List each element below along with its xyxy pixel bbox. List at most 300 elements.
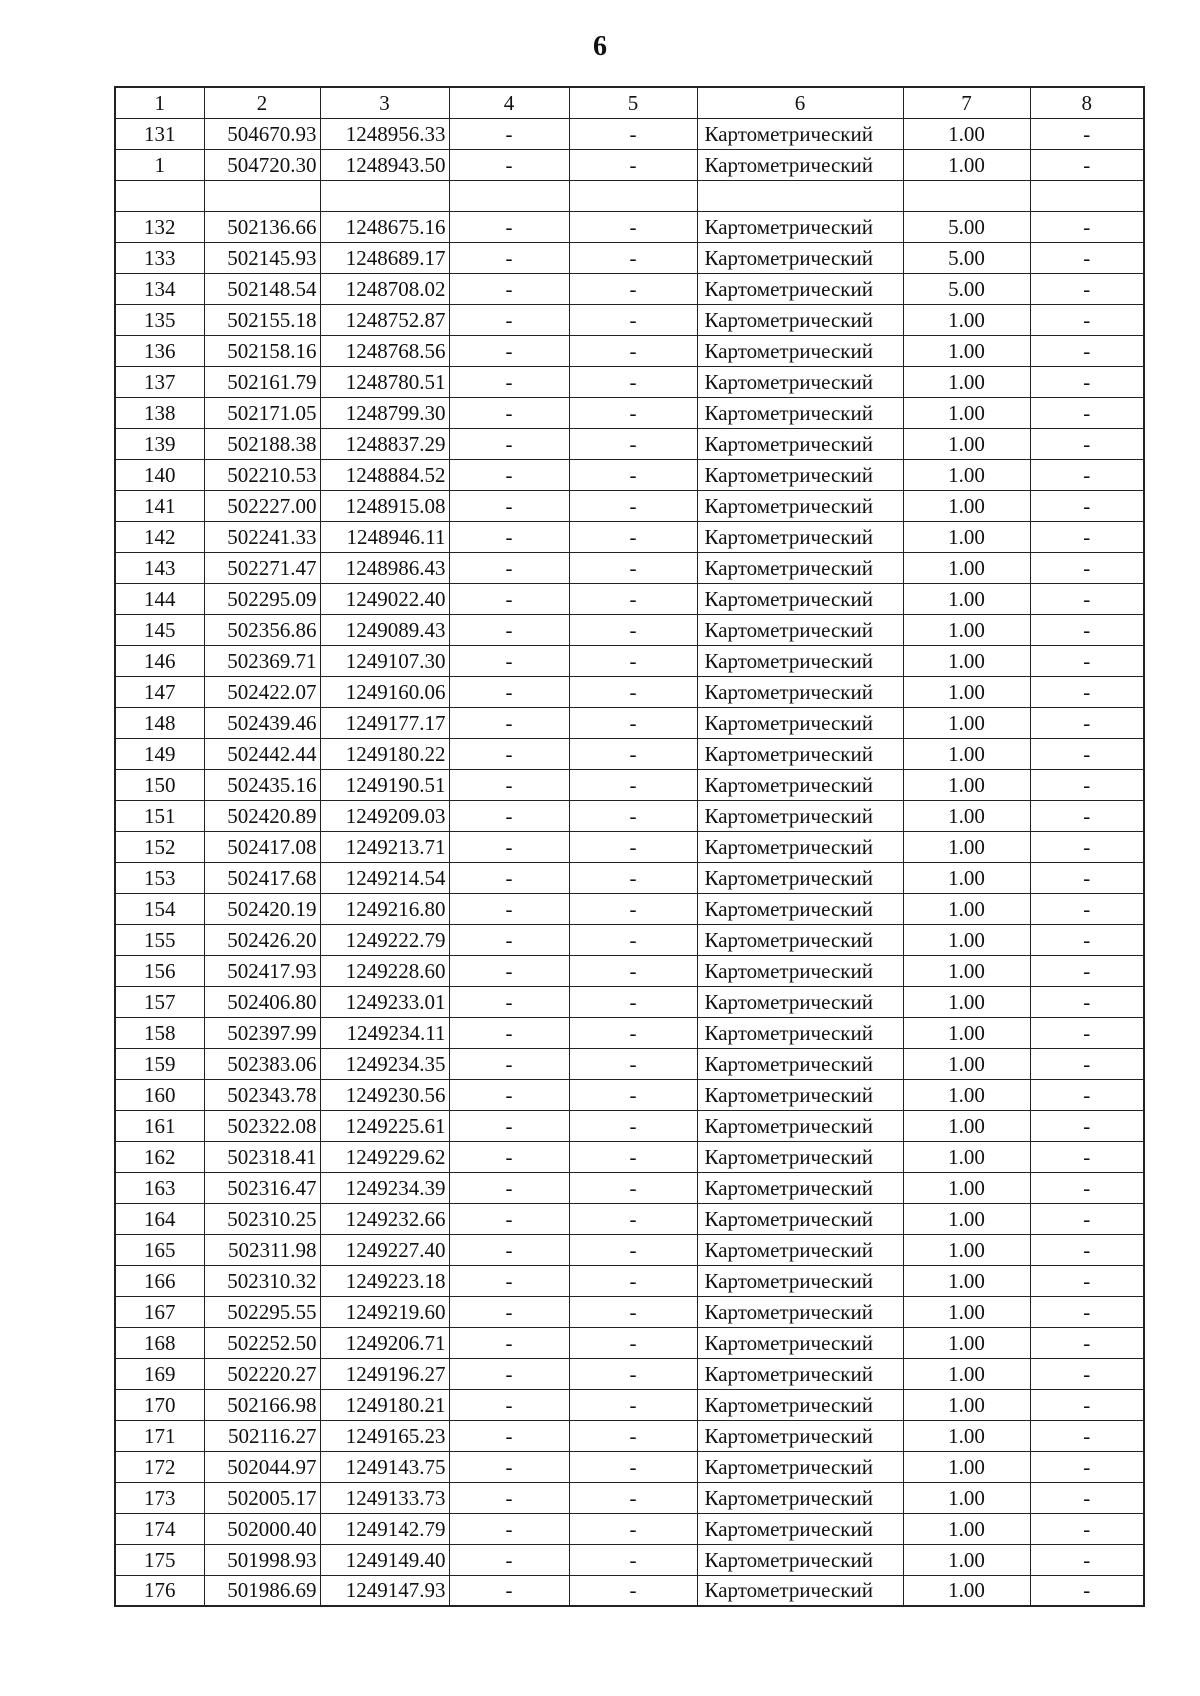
y-coordinate-cell: 1248780.51 bbox=[320, 366, 449, 397]
col8-cell: - bbox=[1030, 521, 1144, 552]
accuracy-cell: 1.00 bbox=[903, 1048, 1030, 1079]
col5-cell: - bbox=[569, 738, 697, 769]
x-coordinate-cell: 501998.93 bbox=[204, 1544, 320, 1575]
column-header: 4 bbox=[449, 87, 569, 118]
col4-cell: - bbox=[449, 428, 569, 459]
col5-cell: - bbox=[569, 1575, 697, 1606]
x-coordinate-cell: 502383.06 bbox=[204, 1048, 320, 1079]
method-cell: Картометрический bbox=[697, 924, 903, 955]
point-number-cell: 165 bbox=[115, 1234, 204, 1265]
col4-cell: - bbox=[449, 893, 569, 924]
accuracy-cell: 1.00 bbox=[903, 490, 1030, 521]
accuracy-cell: 1.00 bbox=[903, 1234, 1030, 1265]
method-cell: Картометрический bbox=[697, 1110, 903, 1141]
accuracy-cell: 1.00 bbox=[903, 738, 1030, 769]
col4-cell: - bbox=[449, 738, 569, 769]
table-row bbox=[115, 242, 1144, 273]
table-row bbox=[115, 1296, 1144, 1327]
col4-cell: - bbox=[449, 583, 569, 614]
method-cell: Картометрический bbox=[697, 490, 903, 521]
accuracy-cell: 1.00 bbox=[903, 1296, 1030, 1327]
point-number-cell: 168 bbox=[115, 1327, 204, 1358]
col8-cell: - bbox=[1030, 552, 1144, 583]
x-coordinate-cell: 502420.89 bbox=[204, 800, 320, 831]
x-coordinate-cell: 502435.16 bbox=[204, 769, 320, 800]
col8-cell: - bbox=[1030, 1048, 1144, 1079]
accuracy-cell: 1.00 bbox=[903, 397, 1030, 428]
x-coordinate-cell: 502220.27 bbox=[204, 1358, 320, 1389]
coordinates-table bbox=[114, 86, 1145, 1607]
x-coordinate-cell: 502000.40 bbox=[204, 1513, 320, 1544]
col8-cell: - bbox=[1030, 676, 1144, 707]
table-row bbox=[115, 397, 1144, 428]
accuracy-cell: 1.00 bbox=[903, 1482, 1030, 1513]
table-row bbox=[115, 1172, 1144, 1203]
point-number-cell: 157 bbox=[115, 986, 204, 1017]
col5-cell: - bbox=[569, 583, 697, 614]
y-coordinate-cell: 1248799.30 bbox=[320, 397, 449, 428]
col8-cell: - bbox=[1030, 614, 1144, 645]
point-number-cell: 176 bbox=[115, 1575, 204, 1606]
column-header: 6 bbox=[697, 87, 903, 118]
method-cell: Картометрический bbox=[697, 1141, 903, 1172]
col4-cell: - bbox=[449, 1141, 569, 1172]
col5-cell: - bbox=[569, 1172, 697, 1203]
x-coordinate-cell: 502316.47 bbox=[204, 1172, 320, 1203]
method-cell: Картометрический bbox=[697, 1482, 903, 1513]
x-coordinate-cell: 502161.79 bbox=[204, 366, 320, 397]
col4-cell: - bbox=[449, 242, 569, 273]
accuracy-cell: 1.00 bbox=[903, 862, 1030, 893]
table-row bbox=[115, 552, 1144, 583]
col5-cell: - bbox=[569, 1482, 697, 1513]
method-cell: Картометрический bbox=[697, 583, 903, 614]
y-coordinate-cell: 1249234.39 bbox=[320, 1172, 449, 1203]
col4-cell: - bbox=[449, 676, 569, 707]
y-coordinate-cell: 1249222.79 bbox=[320, 924, 449, 955]
x-coordinate-cell: 502397.99 bbox=[204, 1017, 320, 1048]
point-number-cell: 162 bbox=[115, 1141, 204, 1172]
point-number-cell: 148 bbox=[115, 707, 204, 738]
method-cell: Картометрический bbox=[697, 738, 903, 769]
method-cell: Картометрический bbox=[697, 1358, 903, 1389]
method-cell: Картометрический bbox=[697, 242, 903, 273]
y-coordinate-cell: 1248956.33 bbox=[320, 118, 449, 149]
method-cell: Картометрический bbox=[697, 366, 903, 397]
point-number-cell: 169 bbox=[115, 1358, 204, 1389]
table-row bbox=[115, 490, 1144, 521]
table-row bbox=[115, 614, 1144, 645]
y-coordinate-cell: 1248946.11 bbox=[320, 521, 449, 552]
col8-cell: - bbox=[1030, 1017, 1144, 1048]
y-coordinate-cell: 1249228.60 bbox=[320, 955, 449, 986]
col8-cell: - bbox=[1030, 645, 1144, 676]
x-coordinate-cell: 502155.18 bbox=[204, 304, 320, 335]
col8-cell: - bbox=[1030, 1451, 1144, 1482]
col5-cell: - bbox=[569, 1110, 697, 1141]
method-cell: Картометрический bbox=[697, 1079, 903, 1110]
col5-cell bbox=[569, 180, 697, 211]
accuracy-cell: 1.00 bbox=[903, 1110, 1030, 1141]
col5-cell: - bbox=[569, 335, 697, 366]
col8-cell: - bbox=[1030, 428, 1144, 459]
y-coordinate-cell: 1249219.60 bbox=[320, 1296, 449, 1327]
col8-cell: - bbox=[1030, 769, 1144, 800]
method-cell: Картометрический bbox=[697, 149, 903, 180]
col4-cell: - bbox=[449, 800, 569, 831]
col4-cell: - bbox=[449, 490, 569, 521]
table-header-row bbox=[115, 87, 1144, 118]
accuracy-cell: 1.00 bbox=[903, 1172, 1030, 1203]
accuracy-cell: 1.00 bbox=[903, 366, 1030, 397]
col8-cell: - bbox=[1030, 707, 1144, 738]
column-header: 5 bbox=[569, 87, 697, 118]
method-cell: Картометрический bbox=[697, 676, 903, 707]
col4-cell: - bbox=[449, 304, 569, 335]
col8-cell: - bbox=[1030, 583, 1144, 614]
y-coordinate-cell: 1248752.87 bbox=[320, 304, 449, 335]
x-coordinate-cell: 502417.93 bbox=[204, 955, 320, 986]
x-coordinate-cell: 502227.00 bbox=[204, 490, 320, 521]
method-cell bbox=[697, 180, 903, 211]
method-cell: Картометрический bbox=[697, 986, 903, 1017]
col4-cell: - bbox=[449, 1296, 569, 1327]
accuracy-cell: 1.00 bbox=[903, 955, 1030, 986]
x-coordinate-cell: 502295.55 bbox=[204, 1296, 320, 1327]
col8-cell: - bbox=[1030, 831, 1144, 862]
col4-cell: - bbox=[449, 645, 569, 676]
point-number-cell: 137 bbox=[115, 366, 204, 397]
col4-cell: - bbox=[449, 831, 569, 862]
point-number-cell: 175 bbox=[115, 1544, 204, 1575]
col5-cell: - bbox=[569, 1203, 697, 1234]
y-coordinate-cell: 1249180.22 bbox=[320, 738, 449, 769]
x-coordinate-cell: 502417.08 bbox=[204, 831, 320, 862]
table-row bbox=[115, 955, 1144, 986]
x-coordinate-cell: 502145.93 bbox=[204, 242, 320, 273]
point-number-cell: 155 bbox=[115, 924, 204, 955]
col8-cell: - bbox=[1030, 490, 1144, 521]
col5-cell: - bbox=[569, 1389, 697, 1420]
col5-cell: - bbox=[569, 459, 697, 490]
accuracy-cell: 1.00 bbox=[903, 800, 1030, 831]
accuracy-cell: 1.00 bbox=[903, 583, 1030, 614]
col4-cell: - bbox=[449, 1172, 569, 1203]
y-coordinate-cell: 1249190.51 bbox=[320, 769, 449, 800]
col8-cell: - bbox=[1030, 1420, 1144, 1451]
table-row bbox=[115, 1358, 1144, 1389]
table-row bbox=[115, 769, 1144, 800]
point-number-cell: 154 bbox=[115, 893, 204, 924]
table-row bbox=[115, 1513, 1144, 1544]
table-row bbox=[115, 1420, 1144, 1451]
column-header: 3 bbox=[320, 87, 449, 118]
x-coordinate-cell: 502295.09 bbox=[204, 583, 320, 614]
point-number-cell: 145 bbox=[115, 614, 204, 645]
col5-cell: - bbox=[569, 304, 697, 335]
x-coordinate-cell bbox=[204, 180, 320, 211]
col8-cell: - bbox=[1030, 986, 1144, 1017]
point-number-cell: 171 bbox=[115, 1420, 204, 1451]
col8-cell: - bbox=[1030, 304, 1144, 335]
y-coordinate-cell: 1249234.35 bbox=[320, 1048, 449, 1079]
col8-cell: - bbox=[1030, 118, 1144, 149]
y-coordinate-cell: 1248943.50 bbox=[320, 149, 449, 180]
col4-cell: - bbox=[449, 1079, 569, 1110]
y-coordinate-cell: 1249206.71 bbox=[320, 1327, 449, 1358]
col8-cell: - bbox=[1030, 1203, 1144, 1234]
point-number-cell: 150 bbox=[115, 769, 204, 800]
point-number-cell: 133 bbox=[115, 242, 204, 273]
x-coordinate-cell: 502171.05 bbox=[204, 397, 320, 428]
accuracy-cell: 1.00 bbox=[903, 1389, 1030, 1420]
point-number-cell: 139 bbox=[115, 428, 204, 459]
col8-cell: - bbox=[1030, 1327, 1144, 1358]
y-coordinate-cell: 1249227.40 bbox=[320, 1234, 449, 1265]
col5-cell: - bbox=[569, 242, 697, 273]
point-number-cell: 1 bbox=[115, 149, 204, 180]
method-cell: Картометрический bbox=[697, 614, 903, 645]
point-number-cell: 132 bbox=[115, 211, 204, 242]
col5-cell: - bbox=[569, 986, 697, 1017]
col4-cell: - bbox=[449, 1389, 569, 1420]
x-coordinate-cell: 502158.16 bbox=[204, 335, 320, 366]
table-row bbox=[115, 893, 1144, 924]
point-number-cell: 161 bbox=[115, 1110, 204, 1141]
col5-cell: - bbox=[569, 1544, 697, 1575]
table-row bbox=[115, 521, 1144, 552]
point-number-cell: 163 bbox=[115, 1172, 204, 1203]
table-row bbox=[115, 149, 1144, 180]
method-cell: Картометрический bbox=[697, 304, 903, 335]
col4-cell: - bbox=[449, 769, 569, 800]
x-coordinate-cell: 502310.32 bbox=[204, 1265, 320, 1296]
method-cell: Картометрический bbox=[697, 1544, 903, 1575]
point-number-cell: 138 bbox=[115, 397, 204, 428]
col5-cell: - bbox=[569, 1079, 697, 1110]
accuracy-cell: 1.00 bbox=[903, 1420, 1030, 1451]
col4-cell: - bbox=[449, 707, 569, 738]
x-coordinate-cell: 502426.20 bbox=[204, 924, 320, 955]
point-number-cell: 142 bbox=[115, 521, 204, 552]
x-coordinate-cell: 504670.93 bbox=[204, 118, 320, 149]
col4-cell: - bbox=[449, 211, 569, 242]
accuracy-cell: 1.00 bbox=[903, 924, 1030, 955]
y-coordinate-cell: 1248986.43 bbox=[320, 552, 449, 583]
col8-cell: - bbox=[1030, 893, 1144, 924]
col5-cell: - bbox=[569, 1296, 697, 1327]
col4-cell: - bbox=[449, 1451, 569, 1482]
col5-cell: - bbox=[569, 1265, 697, 1296]
point-number-cell: 144 bbox=[115, 583, 204, 614]
table-row bbox=[115, 831, 1144, 862]
x-coordinate-cell: 502188.38 bbox=[204, 428, 320, 459]
accuracy-cell: 5.00 bbox=[903, 242, 1030, 273]
method-cell: Картометрический bbox=[697, 707, 903, 738]
method-cell: Картометрический bbox=[697, 1048, 903, 1079]
col4-cell: - bbox=[449, 1265, 569, 1296]
method-cell: Картометрический bbox=[697, 800, 903, 831]
x-coordinate-cell: 502311.98 bbox=[204, 1234, 320, 1265]
col4-cell: - bbox=[449, 1327, 569, 1358]
col4-cell: - bbox=[449, 552, 569, 583]
y-coordinate-cell: 1248915.08 bbox=[320, 490, 449, 521]
x-coordinate-cell: 502116.27 bbox=[204, 1420, 320, 1451]
x-coordinate-cell: 502318.41 bbox=[204, 1141, 320, 1172]
accuracy-cell: 1.00 bbox=[903, 1358, 1030, 1389]
col8-cell: - bbox=[1030, 955, 1144, 986]
x-coordinate-cell: 502241.33 bbox=[204, 521, 320, 552]
col4-cell: - bbox=[449, 273, 569, 304]
col8-cell: - bbox=[1030, 924, 1144, 955]
accuracy-cell: 1.00 bbox=[903, 645, 1030, 676]
y-coordinate-cell: 1249213.71 bbox=[320, 831, 449, 862]
col8-cell bbox=[1030, 180, 1144, 211]
col4-cell: - bbox=[449, 1513, 569, 1544]
table-row bbox=[115, 180, 1144, 211]
accuracy-cell: 1.00 bbox=[903, 831, 1030, 862]
table-row bbox=[115, 1389, 1144, 1420]
table-row bbox=[115, 1265, 1144, 1296]
col5-cell: - bbox=[569, 1451, 697, 1482]
accuracy-cell: 1.00 bbox=[903, 1017, 1030, 1048]
col4-cell: - bbox=[449, 1203, 569, 1234]
method-cell: Картометрический bbox=[697, 955, 903, 986]
col4-cell: - bbox=[449, 1482, 569, 1513]
point-number-cell: 172 bbox=[115, 1451, 204, 1482]
y-coordinate-cell: 1249180.21 bbox=[320, 1389, 449, 1420]
method-cell: Картометрический bbox=[697, 1172, 903, 1203]
y-coordinate-cell bbox=[320, 180, 449, 211]
point-number-cell: 146 bbox=[115, 645, 204, 676]
y-coordinate-cell: 1248837.29 bbox=[320, 428, 449, 459]
col8-cell: - bbox=[1030, 738, 1144, 769]
accuracy-cell: 1.00 bbox=[903, 1079, 1030, 1110]
method-cell: Картометрический bbox=[697, 118, 903, 149]
accuracy-cell: 1.00 bbox=[903, 521, 1030, 552]
table-row bbox=[115, 645, 1144, 676]
col8-cell: - bbox=[1030, 1141, 1144, 1172]
table-row bbox=[115, 986, 1144, 1017]
col4-cell: - bbox=[449, 1110, 569, 1141]
col4-cell: - bbox=[449, 955, 569, 986]
table-body bbox=[115, 87, 1144, 1606]
y-coordinate-cell: 1249229.62 bbox=[320, 1141, 449, 1172]
col8-cell: - bbox=[1030, 149, 1144, 180]
method-cell: Картометрический bbox=[697, 862, 903, 893]
table-row bbox=[115, 1327, 1144, 1358]
col5-cell: - bbox=[569, 862, 697, 893]
accuracy-cell: 5.00 bbox=[903, 211, 1030, 242]
point-number-cell: 151 bbox=[115, 800, 204, 831]
method-cell: Картометрический bbox=[697, 397, 903, 428]
col8-cell: - bbox=[1030, 459, 1144, 490]
col4-cell: - bbox=[449, 1420, 569, 1451]
point-number-cell: 136 bbox=[115, 335, 204, 366]
x-coordinate-cell: 502322.08 bbox=[204, 1110, 320, 1141]
col4-cell: - bbox=[449, 1017, 569, 1048]
col8-cell: - bbox=[1030, 335, 1144, 366]
table-row bbox=[115, 1544, 1144, 1575]
accuracy-cell: 1.00 bbox=[903, 459, 1030, 490]
col5-cell: - bbox=[569, 552, 697, 583]
col4-cell: - bbox=[449, 521, 569, 552]
accuracy-cell: 1.00 bbox=[903, 1513, 1030, 1544]
table-row bbox=[115, 1482, 1144, 1513]
accuracy-cell: 1.00 bbox=[903, 1575, 1030, 1606]
col5-cell: - bbox=[569, 893, 697, 924]
col5-cell: - bbox=[569, 1234, 697, 1265]
accuracy-cell: 1.00 bbox=[903, 1265, 1030, 1296]
col4-cell: - bbox=[449, 1234, 569, 1265]
table-row bbox=[115, 1141, 1144, 1172]
x-coordinate-cell: 502136.66 bbox=[204, 211, 320, 242]
table-row bbox=[115, 738, 1144, 769]
y-coordinate-cell: 1249209.03 bbox=[320, 800, 449, 831]
point-number-cell: 167 bbox=[115, 1296, 204, 1327]
table-row bbox=[115, 335, 1144, 366]
x-coordinate-cell: 502271.47 bbox=[204, 552, 320, 583]
col4-cell: - bbox=[449, 149, 569, 180]
col5-cell: - bbox=[569, 614, 697, 645]
col5-cell: - bbox=[569, 273, 697, 304]
col5-cell: - bbox=[569, 1141, 697, 1172]
table-row bbox=[115, 1048, 1144, 1079]
method-cell: Картометрический bbox=[697, 521, 903, 552]
col8-cell: - bbox=[1030, 1172, 1144, 1203]
y-coordinate-cell: 1249022.40 bbox=[320, 583, 449, 614]
col5-cell: - bbox=[569, 1358, 697, 1389]
x-coordinate-cell: 502417.68 bbox=[204, 862, 320, 893]
x-coordinate-cell: 502005.17 bbox=[204, 1482, 320, 1513]
x-coordinate-cell: 502252.50 bbox=[204, 1327, 320, 1358]
table-row bbox=[115, 924, 1144, 955]
method-cell: Картометрический bbox=[697, 1017, 903, 1048]
method-cell: Картометрический bbox=[697, 1451, 903, 1482]
y-coordinate-cell: 1249177.17 bbox=[320, 707, 449, 738]
col8-cell: - bbox=[1030, 1389, 1144, 1420]
col5-cell: - bbox=[569, 831, 697, 862]
point-number-cell: 159 bbox=[115, 1048, 204, 1079]
col4-cell: - bbox=[449, 924, 569, 955]
col5-cell: - bbox=[569, 800, 697, 831]
method-cell: Картометрический bbox=[697, 1265, 903, 1296]
x-coordinate-cell: 502422.07 bbox=[204, 676, 320, 707]
col5-cell: - bbox=[569, 521, 697, 552]
col8-cell: - bbox=[1030, 242, 1144, 273]
col5-cell: - bbox=[569, 1017, 697, 1048]
col5-cell: - bbox=[569, 397, 697, 428]
point-number-cell: 173 bbox=[115, 1482, 204, 1513]
col5-cell: - bbox=[569, 707, 697, 738]
col4-cell: - bbox=[449, 1358, 569, 1389]
accuracy-cell: 1.00 bbox=[903, 149, 1030, 180]
table-row bbox=[115, 1234, 1144, 1265]
col8-cell: - bbox=[1030, 1265, 1144, 1296]
method-cell: Картометрический bbox=[697, 273, 903, 304]
x-coordinate-cell: 502356.86 bbox=[204, 614, 320, 645]
table-row bbox=[115, 862, 1144, 893]
col8-cell: - bbox=[1030, 273, 1144, 304]
x-coordinate-cell: 502044.97 bbox=[204, 1451, 320, 1482]
col4-cell: - bbox=[449, 614, 569, 645]
accuracy-cell: 1.00 bbox=[903, 1451, 1030, 1482]
col5-cell: - bbox=[569, 1327, 697, 1358]
x-coordinate-cell: 502442.44 bbox=[204, 738, 320, 769]
x-coordinate-cell: 502406.80 bbox=[204, 986, 320, 1017]
col5-cell: - bbox=[569, 366, 697, 397]
col4-cell: - bbox=[449, 1048, 569, 1079]
